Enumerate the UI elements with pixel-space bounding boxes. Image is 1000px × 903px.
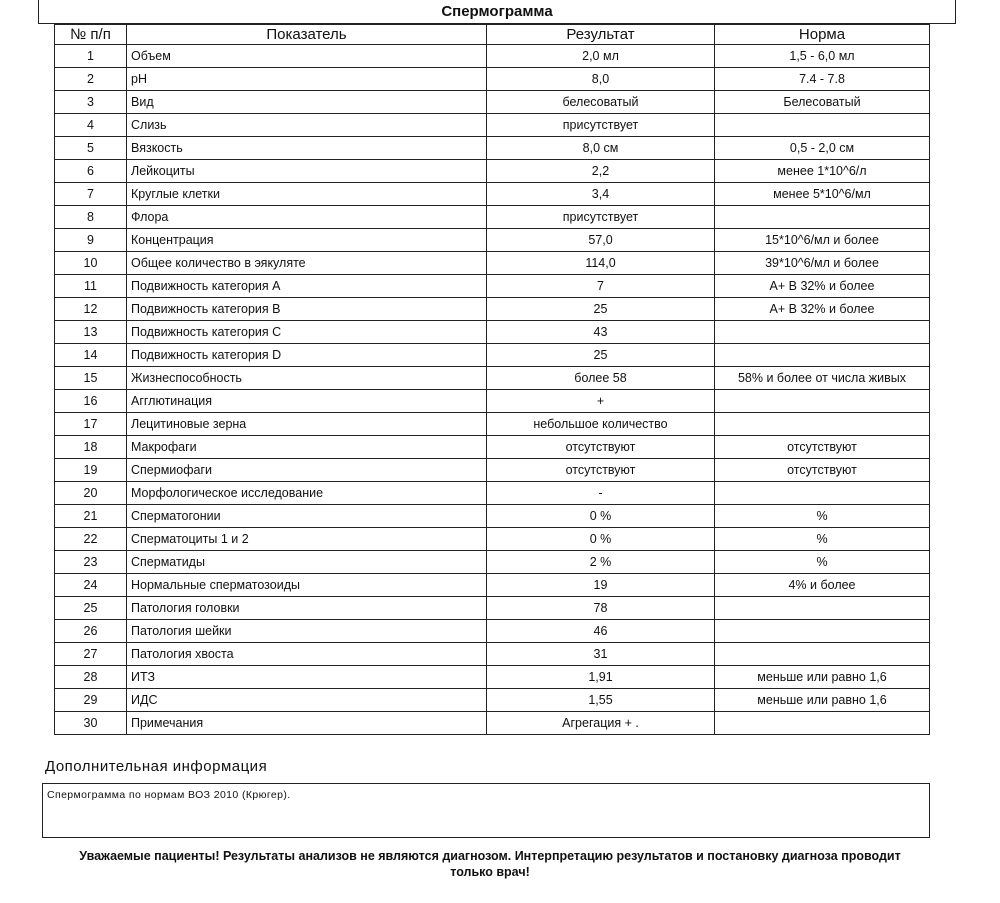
cell-num: 2 [55,68,127,91]
cell-result: 8,0 см [487,137,715,160]
table-body [55,45,930,735]
table-row [55,712,930,735]
cell-num: 4 [55,114,127,137]
table-row [55,367,930,390]
cell-result: присутствует [487,206,715,229]
cell-result: 31 [487,643,715,666]
table-row [55,114,930,137]
table-row [55,68,930,91]
cell-num: 10 [55,252,127,275]
cell-num: 27 [55,643,127,666]
table-row [55,551,930,574]
cell-norm: менее 5*10^6/мл [715,183,930,206]
cell-num: 14 [55,344,127,367]
extra-info-label: Дополнительная информация [45,758,268,775]
extra-info-text: Спермограмма по нормам ВОЗ 2010 (Крюгер). [47,789,291,801]
table-row [55,137,930,160]
cell-indicator: Сперматогонии [127,505,487,528]
cell-indicator: Агглютинация [127,390,487,413]
cell-num: 26 [55,620,127,643]
cell-indicator: Патология хвоста [127,643,487,666]
cell-result: 3,4 [487,183,715,206]
cell-indicator: Жизнеспособность [127,367,487,390]
extra-info-box [42,783,930,838]
cell-norm [715,390,930,413]
table-row [55,597,930,620]
cell-indicator: Макрофаги [127,436,487,459]
cell-norm: 1,5 - 6,0 мл [715,45,930,68]
table-row [55,45,930,68]
cell-num: 7 [55,183,127,206]
table-row [55,229,930,252]
results-table [54,24,930,735]
header-num: № п/п [55,25,127,45]
cell-norm [715,413,930,436]
cell-num: 29 [55,689,127,712]
cell-result: 114,0 [487,252,715,275]
cell-num: 30 [55,712,127,735]
table-row [55,252,930,275]
header-norm: Норма [715,25,930,45]
table-row [55,183,930,206]
cell-indicator: Сперматиды [127,551,487,574]
cell-indicator: Подвижность категория А [127,275,487,298]
cell-indicator: Общее количество в эякуляте [127,252,487,275]
cell-num: 3 [55,91,127,114]
cell-indicator: ИТЗ [127,666,487,689]
cell-result: Агрегация + . [487,712,715,735]
cell-result: - [487,482,715,505]
cell-norm: отсутствуют [715,436,930,459]
cell-num: 11 [55,275,127,298]
cell-indicator: Нормальные сперматозоиды [127,574,487,597]
cell-norm: 58% и более от числа живых [715,367,930,390]
cell-norm: 15*10^6/мл и более [715,229,930,252]
cell-num: 17 [55,413,127,436]
table-row [55,689,930,712]
cell-indicator: Объем [127,45,487,68]
table-row [55,206,930,229]
cell-indicator: Вид [127,91,487,114]
disclaimer [30,848,950,880]
cell-indicator: Примечания [127,712,487,735]
cell-result: 46 [487,620,715,643]
cell-num: 22 [55,528,127,551]
cell-result: 25 [487,298,715,321]
cell-result: 7 [487,275,715,298]
cell-num: 1 [55,45,127,68]
cell-result: 78 [487,597,715,620]
table-row [55,459,930,482]
cell-indicator: Спермиофаги [127,459,487,482]
cell-num: 23 [55,551,127,574]
table-row [55,160,930,183]
cell-indicator: Патология головки [127,597,487,620]
cell-num: 5 [55,137,127,160]
table-row [55,666,930,689]
cell-norm [715,643,930,666]
cell-result: 2,2 [487,160,715,183]
cell-norm: меньше или равно 1,6 [715,666,930,689]
cell-num: 9 [55,229,127,252]
header-result: Результат [487,25,715,45]
table-row [55,390,930,413]
cell-norm: меньше или равно 1,6 [715,689,930,712]
cell-num: 24 [55,574,127,597]
cell-norm: 0,5 - 2,0 см [715,137,930,160]
cell-result: более 58 [487,367,715,390]
cell-norm: 7.4 - 7.8 [715,68,930,91]
table-row [55,321,930,344]
cell-result: отсутствуют [487,436,715,459]
cell-num: 25 [55,597,127,620]
cell-num: 12 [55,298,127,321]
cell-norm [715,597,930,620]
table-row [55,298,930,321]
cell-num: 28 [55,666,127,689]
cell-result: 43 [487,321,715,344]
cell-norm: A+ B 32% и более [715,275,930,298]
cell-indicator: Морфологическое исследование [127,482,487,505]
cell-norm: % [715,505,930,528]
cell-norm [715,620,930,643]
cell-result: 2,0 мл [487,45,715,68]
disclaimer-line-2: только врач! [450,865,530,879]
cell-result: присутствует [487,114,715,137]
cell-norm: отсутствуют [715,459,930,482]
disclaimer-line-1: Уважаемые пациенты! Результаты анализов не являются диагнозом. Интерпретацию результатов и постановку диагноза проводит [79,849,901,863]
cell-num: 18 [55,436,127,459]
cell-indicator: Подвижность категория В [127,298,487,321]
table-row [55,344,930,367]
cell-num: 15 [55,367,127,390]
document-title: Спермограмма [38,0,956,24]
cell-norm [715,344,930,367]
cell-num: 21 [55,505,127,528]
cell-num: 8 [55,206,127,229]
table-row [55,275,930,298]
cell-indicator: Патология шейки [127,620,487,643]
cell-indicator: Круглые клетки [127,183,487,206]
table-row [55,574,930,597]
cell-indicator: Лецитиновые зерна [127,413,487,436]
cell-indicator: Подвижность категория С [127,321,487,344]
cell-result: белесоватый [487,91,715,114]
table-row [55,528,930,551]
cell-indicator: Слизь [127,114,487,137]
table-row [55,91,930,114]
cell-result: + [487,390,715,413]
cell-indicator: Вязкость [127,137,487,160]
cell-norm: % [715,551,930,574]
cell-norm [715,712,930,735]
cell-result: 2 % [487,551,715,574]
cell-norm: 39*10^6/мл и более [715,252,930,275]
cell-num: 20 [55,482,127,505]
cell-num: 19 [55,459,127,482]
cell-norm: 4% и более [715,574,930,597]
cell-result: небольшое количество [487,413,715,436]
cell-indicator: Подвижность категория D [127,344,487,367]
cell-result: 0 % [487,528,715,551]
cell-indicator: Лейкоциты [127,160,487,183]
cell-norm [715,114,930,137]
cell-result: отсутствуют [487,459,715,482]
cell-indicator: Сперматоциты 1 и 2 [127,528,487,551]
table-row [55,482,930,505]
cell-indicator: ИДС [127,689,487,712]
table-header-row [55,25,930,45]
cell-result: 0 % [487,505,715,528]
cell-result: 1,91 [487,666,715,689]
cell-num: 6 [55,160,127,183]
cell-norm: % [715,528,930,551]
cell-result: 19 [487,574,715,597]
cell-norm: Белесоватый [715,91,930,114]
cell-result: 25 [487,344,715,367]
cell-num: 13 [55,321,127,344]
cell-indicator: Флора [127,206,487,229]
cell-norm: менее 1*10^6/л [715,160,930,183]
cell-norm [715,321,930,344]
table-row [55,436,930,459]
cell-num: 16 [55,390,127,413]
cell-norm [715,482,930,505]
table-row [55,643,930,666]
cell-result: 1,55 [487,689,715,712]
cell-result: 57,0 [487,229,715,252]
cell-result: 8,0 [487,68,715,91]
table-row [55,413,930,436]
table-row [55,505,930,528]
header-indicator: Показатель [127,25,487,45]
cell-indicator: Концентрация [127,229,487,252]
cell-norm: A+ B 32% и более [715,298,930,321]
cell-norm [715,206,930,229]
cell-indicator: pH [127,68,487,91]
table-row [55,620,930,643]
